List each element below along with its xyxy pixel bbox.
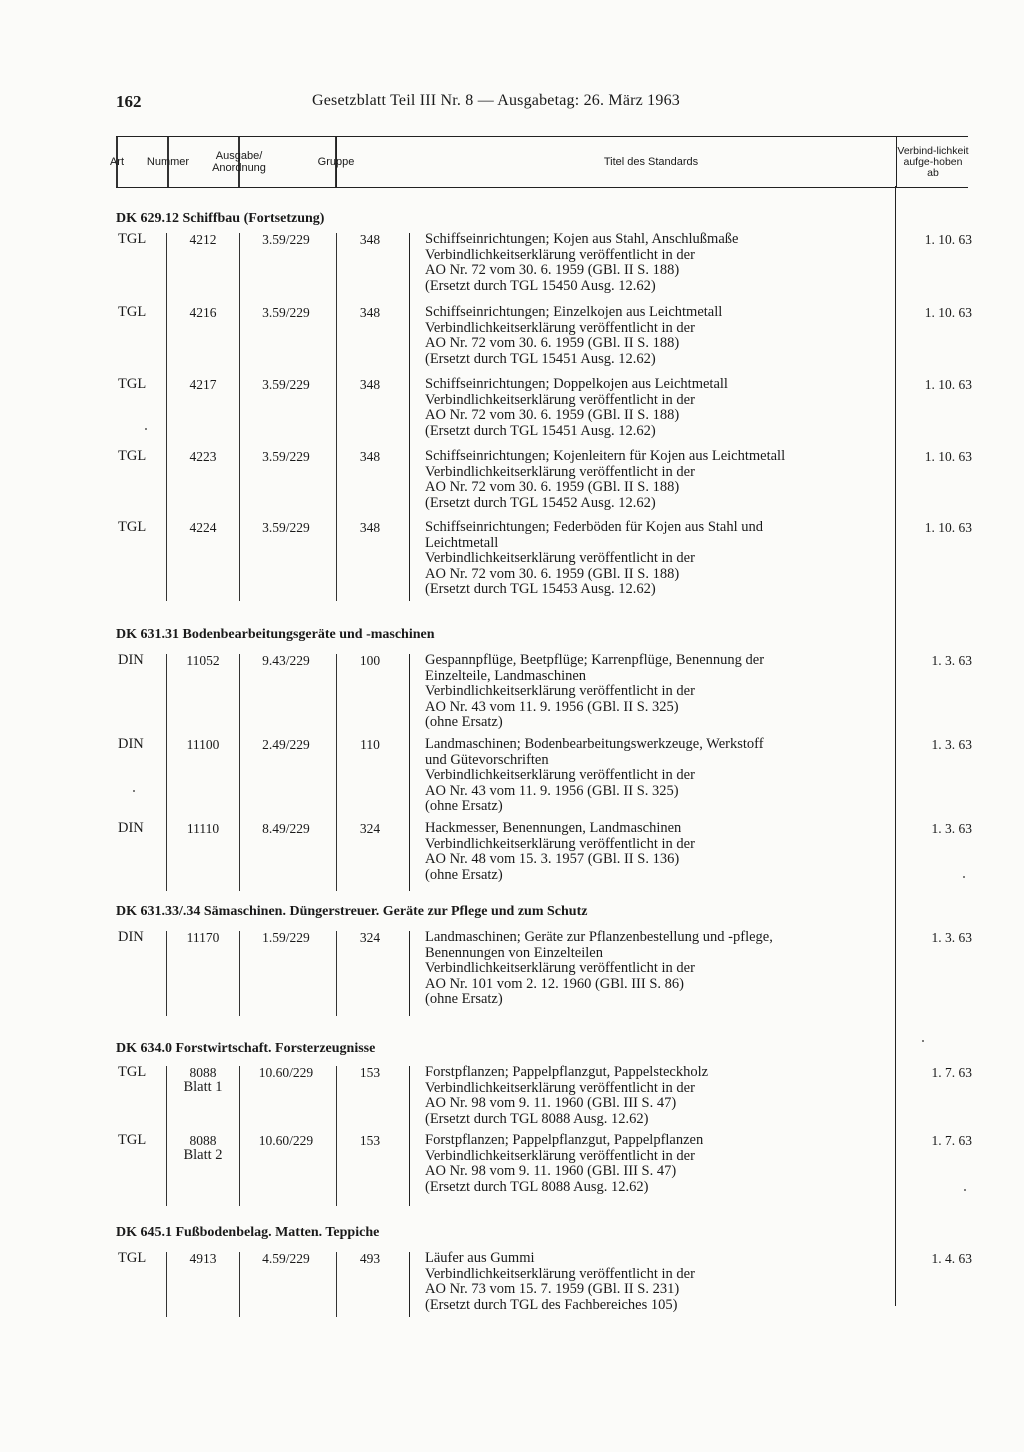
column-divider (166, 931, 167, 1016)
section-heading: DK 629.12 Schiffbau (Fortsetzung) (116, 211, 325, 226)
titel-line: (Ersetzt durch TGL 15452 Ausg. 12.62) (425, 494, 656, 511)
titel-line: AO Nr. 101 vom 2. 12. 1960 (GBl. III S. 86) (425, 975, 684, 992)
scan-speck (963, 876, 965, 878)
cell-art: TGL (118, 519, 147, 535)
cell-ausgabe: 8.49/229 (262, 821, 310, 836)
blatt-value: Blatt 2 (183, 1147, 223, 1163)
titel-line: Forstpflanzen; Pappelpflanzgut, Pappelpflanzen (425, 1132, 704, 1148)
right-column-divider (895, 186, 896, 1306)
nummer-value: 4217 (189, 377, 217, 392)
cell-verbindlichkeit-datum: 1. 3. 63 (931, 930, 972, 945)
column-divider (336, 1066, 337, 1206)
titel-line: AO Nr. 98 vom 9. 11. 1960 (GBl. III S. 47) (425, 1163, 677, 1179)
cell-titel (425, 1251, 895, 1313)
cell-nummer (168, 653, 238, 668)
cell-art: TGL (118, 231, 147, 247)
cell-titel (425, 377, 895, 439)
cell-nummer (168, 520, 238, 535)
cell-verbindlichkeit-datum: 1. 3. 63 (931, 821, 972, 836)
cell-gruppe: 110 (360, 737, 380, 752)
column-divider (336, 931, 337, 1016)
cell-ausgabe: 2.49/229 (262, 737, 310, 752)
cell-art: DIN (118, 929, 144, 945)
cell-gruppe: 348 (359, 232, 381, 247)
cell-ausgabe: 3.59/229 (262, 232, 310, 247)
column-divider (409, 654, 410, 891)
cell-verbindlichkeit-datum: 1. 3. 63 (931, 737, 972, 752)
cell-titel (425, 653, 895, 731)
column-divider (336, 233, 337, 601)
titel-line: Verbindlichkeitserklärung veröffentlicht in der (425, 463, 695, 480)
titel-line: Landmaschinen; Bodenbearbeitungswerkzeuge, Werkstoff (425, 736, 764, 752)
titel-line: Forstpflanzen; Pappelpflanzgut, Pappelsteckholz (425, 1064, 709, 1080)
column-divider (336, 1252, 337, 1317)
page-header (116, 92, 966, 116)
scan-speck (145, 428, 147, 430)
titel-line: (Ersetzt durch TGL 15451 Ausg. 12.62) (425, 350, 656, 367)
section-heading: DK 645.1 Fußbodenbelag. Matten. Teppiche (116, 1225, 380, 1240)
titel-line: Schiffseinrichtungen; Federböden für Kojen aus Stahl und (425, 519, 763, 535)
cell-art: TGL (118, 376, 147, 392)
column-header-nummer: Nummer (167, 137, 169, 187)
cell-nummer (168, 1065, 238, 1095)
nummer-value: 4212 (189, 232, 217, 247)
cell-titel (425, 737, 895, 815)
cell-gruppe: 348 (359, 377, 381, 392)
titel-line: Gespannpflüge, Beetpflüge; Karrenpflüge, Benennung der (425, 652, 765, 668)
titel-line: Verbindlichkeitserklärung veröffentlicht in der (425, 391, 695, 408)
titel-line: und Gütevorschriften (425, 751, 549, 768)
cell-gruppe: 324 (359, 821, 381, 836)
nummer-value: 11110 (186, 821, 220, 836)
titel-line: AO Nr. 72 vom 30. 6. 1959 (GBl. II S. 188) (425, 407, 680, 423)
cell-titel (425, 520, 895, 598)
nummer-value: 4216 (189, 305, 217, 320)
cell-nummer (168, 1133, 238, 1163)
titel-line: AO Nr. 73 vom 15. 7. 1959 (GBl. II S. 231) (425, 1281, 680, 1297)
scan-speck (964, 1189, 966, 1191)
titel-line: (Ersetzt durch TGL 8088 Ausg. 12.62) (425, 1178, 649, 1195)
cell-verbindlichkeit-datum: 1. 7. 63 (931, 1065, 972, 1080)
nummer-value: 4224 (189, 520, 217, 535)
column-divider (166, 654, 167, 891)
cell-gruppe: 153 (359, 1133, 381, 1148)
cell-ausgabe: 3.59/229 (262, 520, 310, 535)
page-number: 162 (116, 92, 142, 111)
titel-line: Leichtmetall (425, 534, 499, 551)
column-divider (409, 233, 410, 601)
cell-nummer (168, 449, 238, 464)
nummer-value: 8088 (189, 1133, 217, 1148)
nummer-value: 4913 (189, 1251, 217, 1266)
titel-line: Schiffseinrichtungen; Kojen aus Stahl, Anschlußmaße (425, 231, 739, 247)
cell-titel (425, 1133, 895, 1195)
cell-verbindlichkeit-datum: 1. 10. 63 (924, 232, 972, 247)
cell-nummer (168, 737, 238, 752)
blatt-value: Blatt 1 (183, 1079, 223, 1095)
scan-speck (922, 1040, 924, 1042)
titel-line: Verbindlichkeitserklärung veröffentlicht in der (425, 683, 695, 699)
cell-ausgabe: 9.43/229 (262, 653, 310, 668)
titel-line: AO Nr. 48 vom 15. 3. 1957 (GBl. II S. 136) (425, 851, 680, 867)
titel-line: Schiffseinrichtungen; Kojenleitern für Kojen aus Leichtmetall (425, 448, 786, 464)
cell-art: TGL (118, 1250, 147, 1266)
cell-titel (425, 930, 895, 1008)
column-divider (166, 233, 167, 601)
titel-line: AO Nr. 43 vom 11. 9. 1956 (GBl. II S. 325) (425, 782, 679, 799)
titel-line: AO Nr. 43 vom 11. 9. 1956 (GBl. II S. 325) (425, 698, 679, 715)
nummer-value: 11052 (186, 653, 220, 668)
titel-line: Verbindlichkeitserklärung veröffentlicht in der (425, 1147, 695, 1164)
cell-art: TGL (118, 304, 147, 320)
section-heading: DK 631.31 Bodenbearbeitungsgeräte und -maschinen (116, 627, 435, 642)
titel-line: Verbindlichkeitserklärung veröffentlicht in der (425, 550, 695, 566)
titel-line: Verbindlichkeitserklärung veröffentlicht in der (425, 767, 695, 783)
cell-ausgabe: 3.59/229 (262, 377, 310, 392)
titel-line: Landmaschinen; Geräte zur Pflanzenbestellung und -pflege, (425, 929, 773, 945)
column-header-gruppe: Gruppe (335, 137, 337, 187)
cell-verbindlichkeit-datum: 1. 10. 63 (924, 377, 972, 392)
table-header (109, 136, 969, 188)
cell-gruppe: 493 (359, 1251, 381, 1266)
titel-line: Läufer aus Gummi (425, 1250, 535, 1266)
cell-gruppe: 348 (359, 520, 381, 535)
cell-ausgabe: 10.60/229 (258, 1065, 314, 1080)
cell-titel (425, 232, 895, 294)
titel-line: (Ersetzt durch TGL des Fachbereiches 105) (425, 1296, 678, 1313)
column-divider (409, 1252, 410, 1317)
column-divider (166, 1066, 167, 1206)
titel-line: (ohne Ersatz) (425, 866, 503, 883)
column-divider (409, 931, 410, 1016)
titel-line: Verbindlichkeitserklärung veröffentlicht in der (425, 319, 695, 336)
cell-ausgabe: 4.59/229 (262, 1251, 310, 1266)
cell-ausgabe: 10.60/229 (258, 1133, 314, 1148)
cell-art: TGL (118, 1132, 147, 1148)
titel-line: Schiffseinrichtungen; Einzelkojen aus Leichtmetall (425, 304, 723, 320)
titel-line: AO Nr. 72 vom 30. 6. 1959 (GBl. II S. 188) (425, 335, 680, 351)
cell-ausgabe: 3.59/229 (262, 449, 310, 464)
cell-verbindlichkeit-datum: 1. 7. 63 (931, 1133, 972, 1148)
section-heading: DK 631.33/.34 Sämaschinen. Düngerstreuer. Geräte zur Pflege und zum Schutz (116, 904, 588, 919)
titel-line: Verbindlichkeitserklärung veröffentlicht in der (425, 1265, 695, 1282)
cell-titel (425, 305, 895, 367)
titel-line: (ohne Ersatz) (425, 798, 503, 814)
section-heading: DK 634.0 Forstwirtschaft. Forsterzeugnisse (116, 1041, 376, 1056)
column-header-titel: Titel des Standards (603, 156, 699, 168)
titel-line: AO Nr. 72 vom 30. 6. 1959 (GBl. II S. 188) (425, 479, 680, 495)
titel-line: Verbindlichkeitserklärung veröffentlicht in der (425, 246, 695, 263)
cell-titel (425, 449, 895, 511)
cell-gruppe: 153 (359, 1065, 381, 1080)
cell-titel (425, 1065, 895, 1127)
titel-line: (Ersetzt durch TGL 15450 Ausg. 12.62) (425, 277, 656, 294)
titel-line: (Ersetzt durch TGL 15453 Ausg. 12.62) (425, 581, 656, 597)
column-divider (409, 1066, 410, 1206)
cell-art: DIN (118, 652, 144, 668)
cell-titel (425, 821, 895, 883)
cell-nummer (168, 1251, 238, 1266)
column-header-art: Art (116, 137, 118, 187)
cell-nummer (168, 930, 238, 945)
column-divider (166, 1252, 167, 1317)
nummer-value: 4223 (189, 449, 217, 464)
titel-line: AO Nr. 72 vom 30. 6. 1959 (GBl. II S. 188) (425, 262, 680, 278)
titel-line: Verbindlichkeitserklärung veröffentlicht in der (425, 1079, 695, 1096)
page-title: Gesetzblatt Teil III Nr. 8 — Ausgabetag: 26. März 1963 (312, 92, 680, 109)
column-divider (239, 654, 240, 891)
column-header-ausgabe: Ausgabe/ Anordnung (238, 137, 240, 187)
cell-nummer (168, 232, 238, 247)
cell-art: TGL (118, 448, 147, 464)
titel-line: Hackmesser, Benennungen, Landmaschinen (425, 820, 682, 836)
titel-line: AO Nr. 98 vom 9. 11. 1960 (GBl. III S. 47) (425, 1095, 677, 1111)
column-header-verbindlichkeit: Verbind-lichkeit aufge-hoben ab (896, 137, 969, 187)
cell-art: DIN (118, 736, 144, 752)
cell-gruppe: 100 (359, 653, 381, 668)
nummer-value: 8088 (189, 1065, 217, 1080)
titel-line: (ohne Ersatz) (425, 714, 503, 730)
cell-verbindlichkeit-datum: 1. 3. 63 (931, 653, 972, 668)
titel-line: Schiffseinrichtungen; Doppelkojen aus Leichtmetall (425, 376, 728, 392)
cell-verbindlichkeit-datum: 1. 10. 63 (924, 449, 972, 464)
cell-gruppe: 324 (359, 930, 381, 945)
titel-line: AO Nr. 72 vom 30. 6. 1959 (GBl. II S. 188) (425, 565, 680, 582)
column-divider (336, 654, 337, 891)
cell-nummer (168, 377, 238, 392)
column-divider (239, 233, 240, 601)
scan-speck (133, 790, 135, 792)
cell-gruppe: 348 (359, 305, 381, 320)
nummer-value: 11100 (186, 737, 220, 752)
cell-art: TGL (118, 1064, 147, 1080)
cell-nummer (168, 821, 238, 836)
cell-nummer (168, 305, 238, 320)
titel-line: Verbindlichkeitserklärung veröffentlicht in der (425, 960, 695, 976)
titel-line: (Ersetzt durch TGL 15451 Ausg. 12.62) (425, 422, 656, 439)
cell-verbindlichkeit-datum: 1. 10. 63 (924, 305, 972, 320)
cell-verbindlichkeit-datum: 1. 4. 63 (931, 1251, 972, 1266)
cell-ausgabe: 3.59/229 (262, 305, 310, 320)
nummer-value: 11170 (186, 930, 220, 945)
cell-art: DIN (118, 820, 144, 836)
titel-line: Einzelteile, Landmaschinen (425, 667, 587, 684)
cell-ausgabe: 1.59/229 (262, 930, 310, 945)
cell-gruppe: 348 (359, 449, 381, 464)
titel-line: (ohne Ersatz) (425, 991, 503, 1007)
titel-line: (Ersetzt durch TGL 8088 Ausg. 12.62) (425, 1110, 649, 1127)
titel-line: Benennungen von Einzelteilen (425, 944, 603, 961)
titel-line: Verbindlichkeitserklärung veröffentlicht in der (425, 835, 695, 852)
cell-verbindlichkeit-datum: 1. 10. 63 (924, 520, 972, 535)
